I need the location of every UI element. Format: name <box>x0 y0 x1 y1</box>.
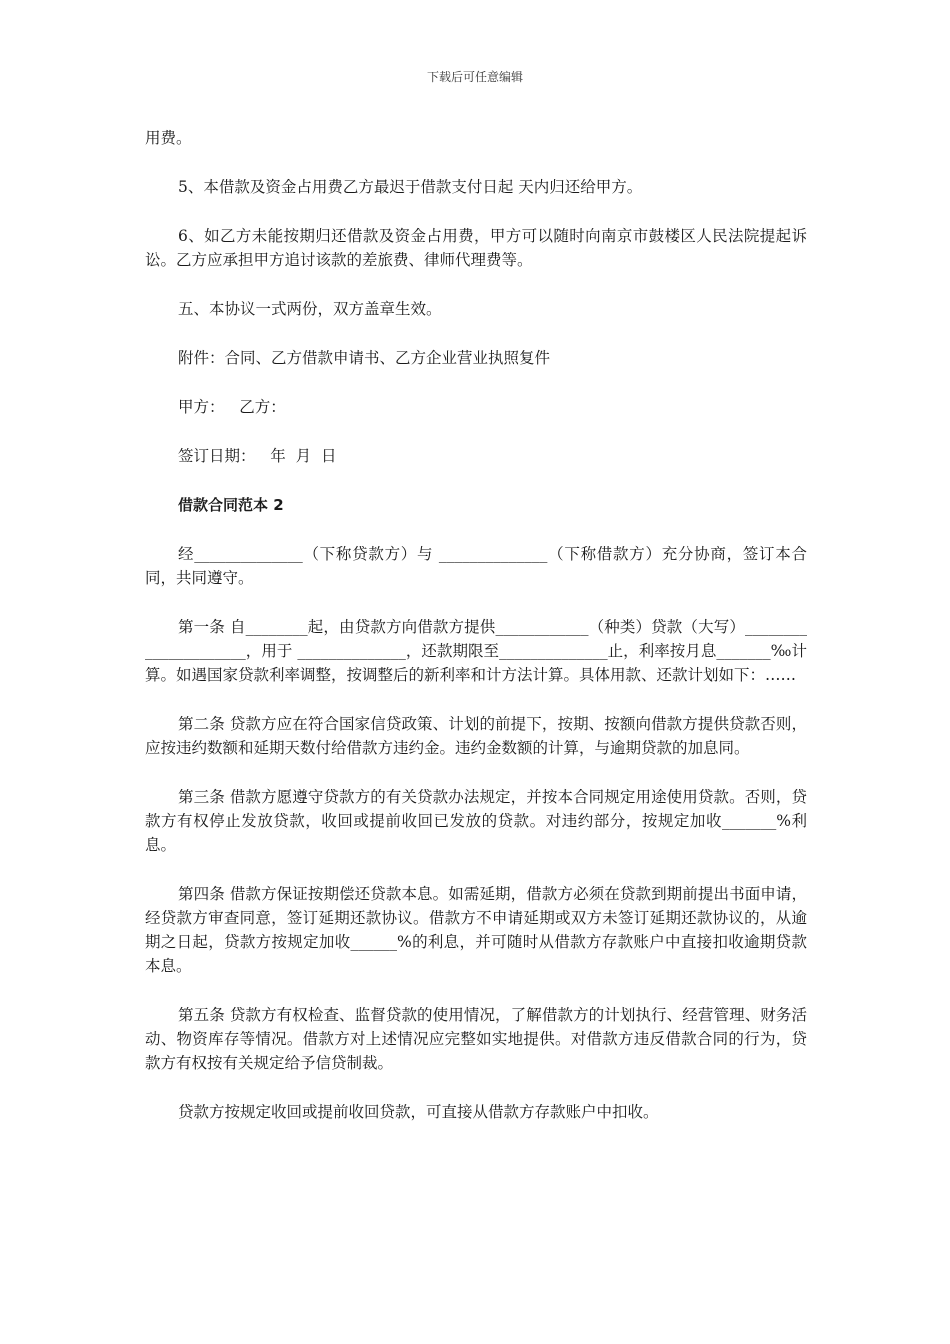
paragraph-clause-5: 5、本借款及资金占用费乙方最迟于借款支付日起 天内归还给甲方。 <box>178 178 643 196</box>
section-heading: 借款合同范本 2 <box>178 496 284 514</box>
paragraph-sign-date: 签订日期： 年 月 日 <box>178 447 337 465</box>
paragraph-article-5: 第五条 贷款方有权检查、监督贷款的使用情况，了解借款方的计划执行、经营管理、财务活动、物资库存等情况。借款方对上述情况应完整如实地提供。对借款方违反借款合同的行为，贷款方有权按有关规定给予信贷制裁。 <box>145 1006 807 1072</box>
paragraph-section-5: 五、本协议一式两份，双方盖章生效。 <box>178 300 442 318</box>
paragraph-article-4: 第四条 借款方保证按期偿还贷款本息。如需延期，借款方必须在贷款到期前提出书面申请，经贷款方审查同意，签订延期还款协议。借款方不申请延期或双方未签订延期还款协议的，从逾期之日起，贷款方按规定加收______%的利息，并可随时从借款方存款账户中直接扣收逾期贷款本息。 <box>145 885 807 975</box>
document-body <box>145 126 807 1149</box>
paragraph-article-5-note: 贷款方按规定收回或提前收回贷款，可直接从借款方存款账户中扣收。 <box>178 1103 659 1121</box>
page-header: 下载后可任意编辑 <box>426 70 523 84</box>
paragraph-article-3: 第三条 借款方愿遵守贷款方的有关贷款办法规定，并按本合同规定用途使用贷款。否则，贷款方有权停止发放贷款，收回或提前收回已发放的贷款。对违约部分，按规定加收_______%利息。 <box>145 788 807 854</box>
paragraph-article-2: 第二条 贷款方应在符合国家信贷政策、计划的前提下，按期、按额向借款方提供贷款否则，应按违约数额和延期天数付给借款方违约金。违约金数额的计算，与逾期贷款的加息同。 <box>145 715 807 757</box>
paragraph-clause-6: 6、如乙方未能按期归还借款及资金占用费，甲方可以随时向南京市鼓楼区人民法院提起诉讼。乙方应承担甲方追讨该款的差旅费、律师代理费等。 <box>145 227 807 269</box>
paragraph-preamble: 经______________（下称贷款方）与 ______________（下称借款方）充分协商，签订本合同，共同遵守。 <box>145 545 807 587</box>
paragraph-article-1: 第一条 自________起，由贷款方向借款方提供____________（种类）贷款（大写）_____________________，用于 ______________，还款期限至______________止，利率按月息_______‰计算。如遇国家贷款利率调整，按调整后的新利率和计方法计算。具体用款、还款计划如下：…… <box>145 618 807 684</box>
paragraph-continuation: 用费。 <box>145 129 192 147</box>
paragraph-attachments: 附件：合同、乙方借款申请书、乙方企业营业执照复件 <box>178 349 551 367</box>
paragraph-parties: 甲方： 乙方： <box>178 398 286 416</box>
